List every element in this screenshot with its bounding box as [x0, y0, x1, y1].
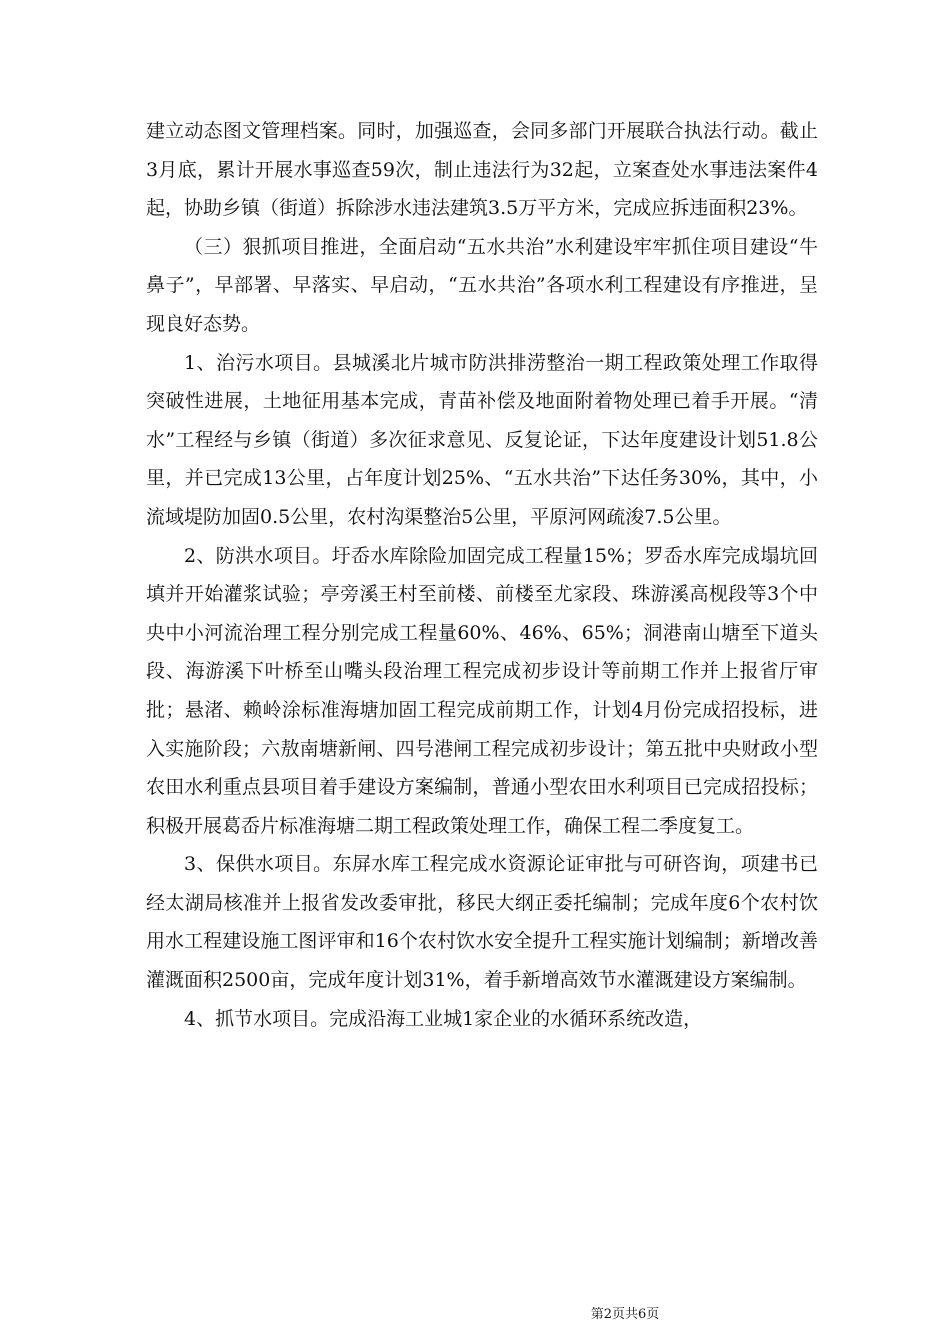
page-number: 第2页共6页: [590, 1307, 660, 1322]
paragraph-1: 建立动态图文管理档案。同时，加强巡查，会同多部门开展联合执法行动。截止3月底，累计开展水事巡查59次，制止违法行为32起，立案查处水事违法案件4起，协助乡镇（街道）拆除涉水违法建筑3.5万平方米，完成应拆违面积23%。: [146, 120, 818, 220]
paragraph-6: 4、抓节水项目。完成沿海工业城1家企业的水循环系统改造，: [184, 1007, 703, 1030]
paragraph-3: 1、治污水项目。县城溪北片城市防洪排涝整治一期工程政策处理工作取得突破性进展，土地征用基本完成，青苗补偿及地面附着物处理已着手开展。“清水”工程经与乡镇（街道）多次征求意见、反复论证，下达年度建设计划51.8公里，并已完成13公里，占年度计划25%、“五水共治”下达任务30%，其中，小流域堤防加固0.5公里，农村沟渠整治5公里，平原河网疏浚7.5公里。: [146, 351, 818, 528]
body-text: [146, 112, 818, 1038]
paragraph-4: 2、防洪水项目。圩岙水库除险加固完成工程量15%；罗岙水库完成塌坑回填并开始灌浆试验；亭旁溪王村至前楼、前楼至尤家段、珠游溪高枧段等3个中央中小河流治理工程分别完成工程量60%、46%、65%；洞港南山塘至下道头段、海游溪下叶桥至山嘴头段治理工程完成初步设计等前期工作并上报省厅审批；悬渚、赖岭涂标准海塘加固工程完成前期工作，计划4月份完成招投标，进入实施阶段；六敖南塘新闸、四号港闸工程完成初步设计；第五批中央财政小型农田水利重点县项目着手建设方案编制，普通小型农田水利项目已完成招投标；积极开展葛岙片标准海塘二期工程政策处理工作，确保工程二季度复工。: [146, 544, 818, 837]
paragraph-5: 3、保供水项目。东屏水库工程完成水资源论证审批与可研咨询，项建书已经太湖局核准并上报省发改委审批，移民大纲正委托编制；完成年度6个农村饮用水工程建设施工图评审和16个农村饮水安全提升工程实施计划编制；新增改善灌溉面积2500亩，完成年度计划31%，着手新增高效节水灌溉建设方案编制。: [146, 853, 818, 992]
paragraph-2: （三）狠抓项目推进，全面启动“五水共治”水利建设牢牢抓住项目建设“牛鼻子”，早部署、早落实、早启动，“五水共治”各项水利工程建设有序推进，呈现良好态势。: [146, 235, 818, 335]
